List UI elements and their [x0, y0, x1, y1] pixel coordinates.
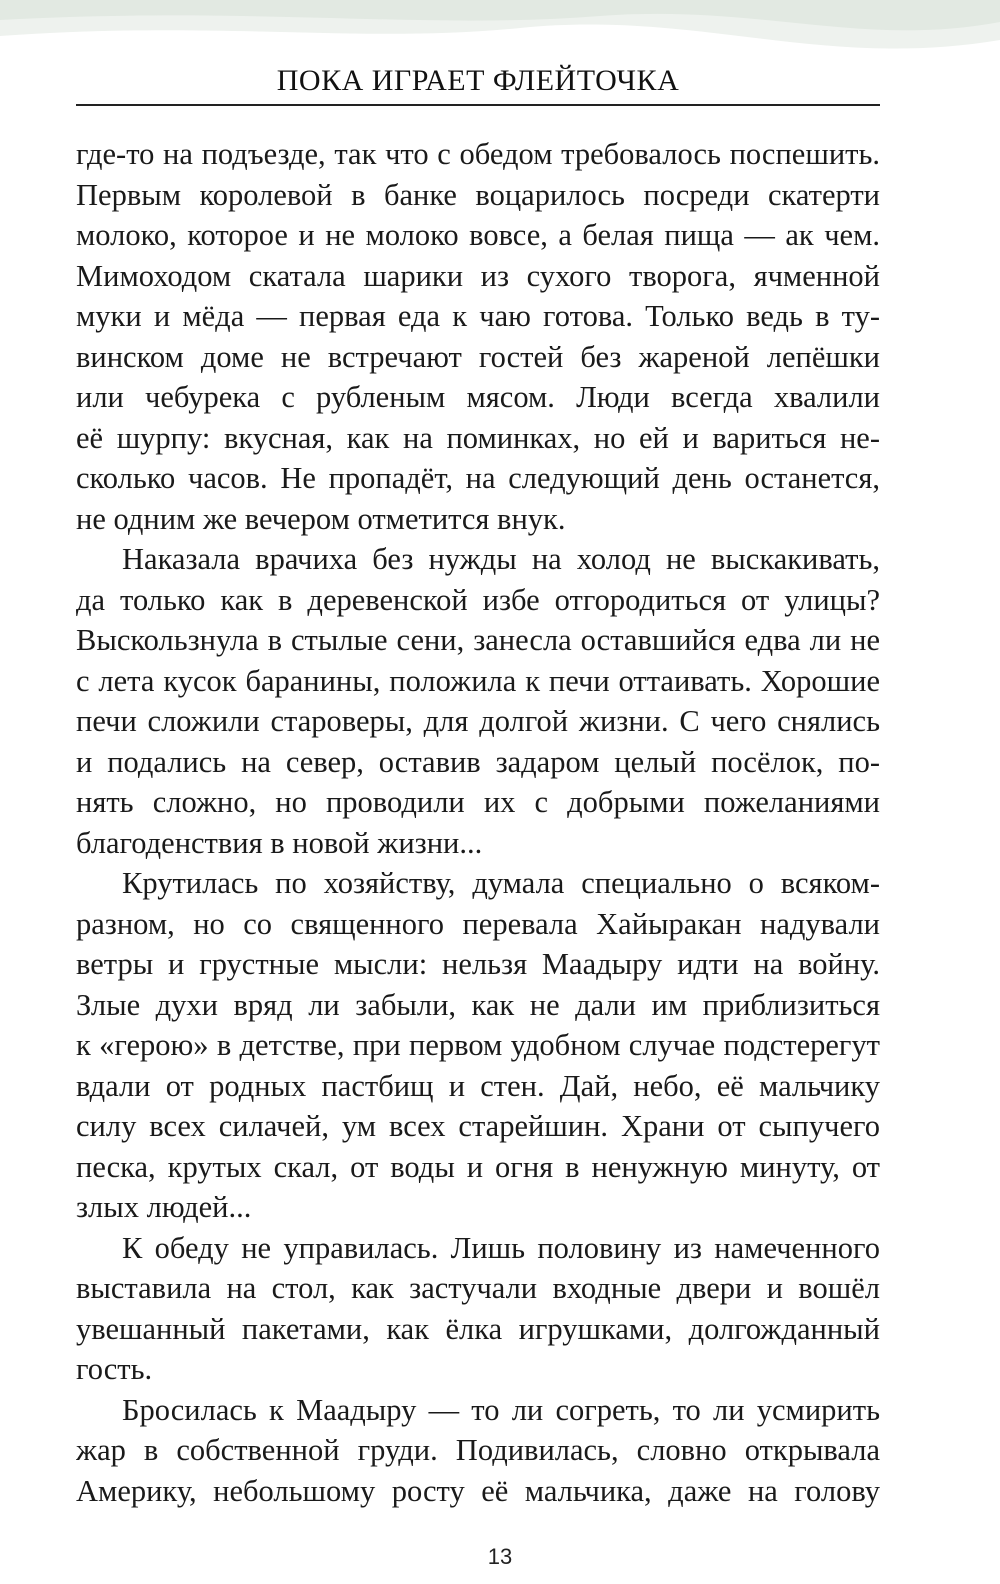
text-line: выставила на стол, как застучали входные двери и вошёл [76, 1271, 880, 1305]
text-line: разном, но со священного перевала Хайыракан надували [76, 906, 880, 941]
text-line: или чебурека с рубленым мясом. Люди всегда хвалили [76, 380, 880, 414]
text-line: с лета кусок баранины, положила к печи оттаивать. Хорошие [76, 663, 880, 698]
text-line: Мимоходом скатала шарики из сухого творога, ячменной [76, 258, 880, 293]
text-line: жар в собственной груди. Подивилась, словно открывала [76, 1433, 880, 1467]
header-rule [76, 104, 880, 106]
text-line: Выскользнула в стылые сени, занесла оставшийся едва ли не [76, 623, 880, 657]
text-line: вдали от родных пастбищ и стен. Дай, небо, её мальчику [76, 1068, 880, 1103]
decorative-header-wave [0, 0, 1000, 120]
text-line: нять сложно, но проводили их с добрыми пожеланиями [76, 785, 880, 819]
text-line: злых людей... [76, 1190, 252, 1224]
text-line: Америку, небольшому росту её мальчика, даже на голову [76, 1473, 880, 1508]
text-line: Первым королевой в банке воцарилось посреди скатерти [76, 177, 880, 212]
text-line: её шурпу: вкусная, как на поминках, но ей и вариться не- [76, 420, 880, 455]
text-line: не одним же вечером отметится внук. [76, 501, 566, 536]
text-line: муки и мёда — первая еда к чаю готова. Только ведь в ту- [76, 299, 880, 333]
text-line: Злые духи вряд ли забыли, как не дали им приблизиться [76, 987, 880, 1022]
page-number: 13 [487, 1544, 513, 1569]
body-text [76, 134, 880, 1511]
text-line: винском доме не встречают гостей без жареной лепёшки [76, 339, 880, 374]
text-line: увешанный пакетами, как ёлка игрушками, долгожданный [76, 1311, 880, 1346]
text-line: ветры и грустные мысли: нельзя Маадыру идти на войну. [76, 947, 880, 981]
text-line: и подались на север, оставив задаром целый посёлок, по- [76, 744, 880, 779]
text-line: сколько часов. Не пропадёт, на следующий день останется, [76, 461, 880, 495]
paragraph-first-line: Бросилась к Маадыру — то ли согреть, то ли усмирить [122, 1392, 880, 1427]
text-line: силу всех силачей, ум всех старейшин. Храни от сыпучего [76, 1109, 880, 1143]
text-line: благоденствия в новой жизни... [76, 825, 483, 860]
text-line: да только как в деревенской избе отгородиться от улицы? [76, 582, 880, 617]
paragraph-first-line: Крутилась по хозяйству, думала специально о всяком- [122, 866, 880, 900]
text-line: молоко, которое и не молоко вовсе, а белая пища — ак чем. [76, 218, 880, 252]
paragraph-first-line: К обеду не управилась. Лишь половину из намеченного [122, 1230, 880, 1265]
running-header-title: ПОКА ИГРАЕТ ФЛЕЙТОЧКА [276, 64, 680, 97]
text-line: гость. [76, 1352, 153, 1386]
text-line: где-то на подъезде, так что с обедом требовалось поспешить. [76, 137, 880, 171]
text-line: песка, крутых скал, от воды и огня в ненужную минуту, от [76, 1149, 880, 1184]
text-line: печи сложили староверы, для долгой жизни. С чего снялись [76, 704, 880, 738]
text-line: к «герою» в детстве, при первом удобном случае подстерегут [76, 1028, 880, 1062]
paragraph-first-line: Наказала врачиха без нужды на холод не выскакивать, [122, 542, 880, 576]
